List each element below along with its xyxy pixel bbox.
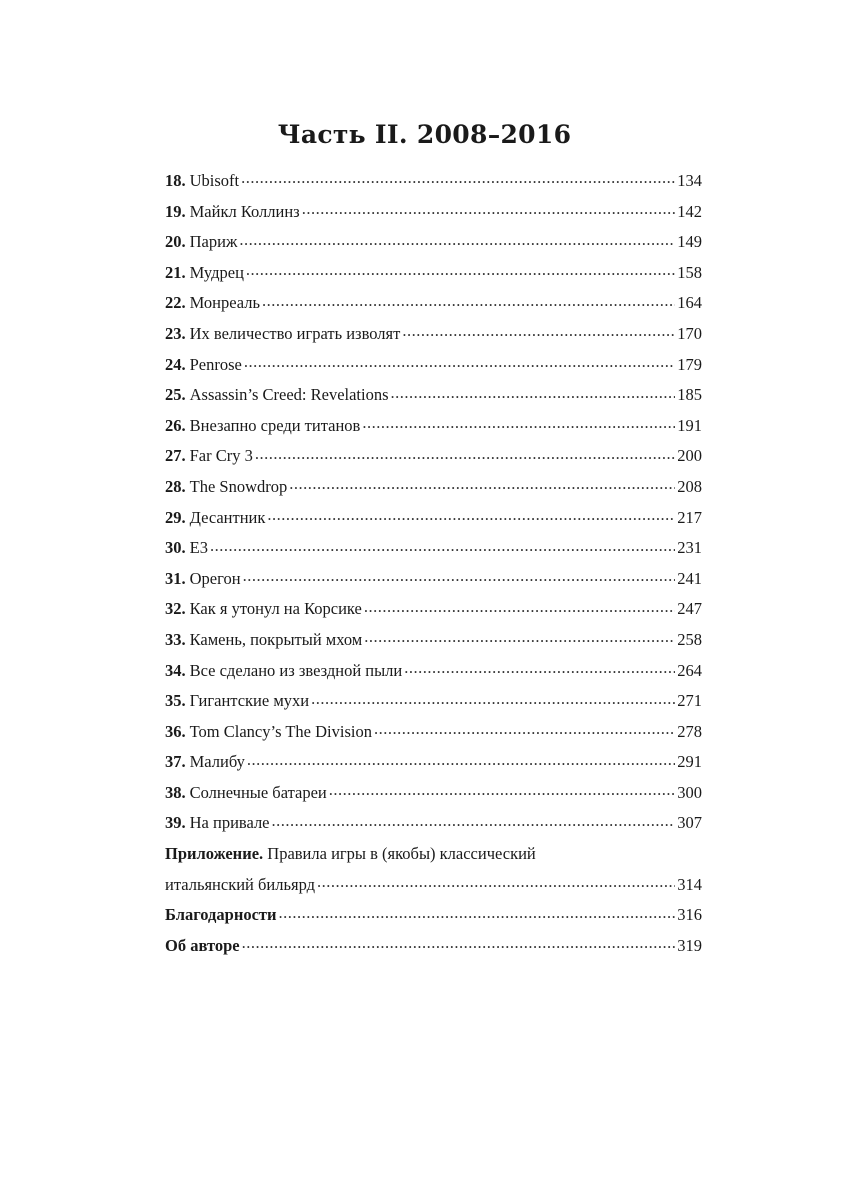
page-number: 271 <box>677 691 702 711</box>
chapter-number: 27. <box>165 446 186 466</box>
page-number: 278 <box>677 721 702 741</box>
page-number: 134 <box>677 171 702 190</box>
toc-entry <box>165 594 702 625</box>
appendix-entry-line1 <box>165 839 702 870</box>
chapter-number: 39. <box>165 813 186 833</box>
dot-leader <box>329 782 676 798</box>
chapter-title: Их величество играть изволят <box>189 323 401 343</box>
chapter-number: 18. <box>165 171 186 190</box>
chapter-number: 32. <box>165 599 186 619</box>
chapter-title: Мудрец <box>189 262 244 282</box>
dot-leader <box>302 201 676 217</box>
dot-leader <box>246 262 675 278</box>
dot-leader <box>247 751 675 767</box>
toc-entry <box>165 411 702 442</box>
dot-leader <box>244 354 675 370</box>
chapter-number: 34. <box>165 660 186 680</box>
chapter-title: Орегон <box>189 568 241 588</box>
chapter-number: 37. <box>165 752 186 772</box>
appendix-label: Приложение. <box>165 844 264 864</box>
toc-entry <box>165 258 702 289</box>
chapter-number: 26. <box>165 415 186 435</box>
page-number: 264 <box>677 660 702 680</box>
dot-leader <box>272 812 676 828</box>
page-number: 247 <box>677 599 702 619</box>
chapter-number: 25. <box>165 385 186 405</box>
chapter-title: Гигантские мухи <box>189 691 310 711</box>
page-number: 200 <box>677 446 702 466</box>
page-number: 241 <box>677 568 702 588</box>
dot-leader <box>404 660 675 676</box>
dot-leader <box>391 384 676 400</box>
dot-leader <box>255 445 675 461</box>
chapter-title: Монреаль <box>189 293 260 313</box>
chapter-title: Малибу <box>189 752 245 772</box>
acknowledgements-title: Благодарности <box>165 905 277 925</box>
toc-entry <box>165 747 702 778</box>
chapter-title: Солнечные батареи <box>189 782 327 802</box>
chapter-number: 38. <box>165 782 186 802</box>
dot-leader <box>317 874 675 890</box>
page-number: 258 <box>677 629 702 649</box>
page-number: 179 <box>677 354 702 374</box>
toc-entry-about-author <box>165 931 702 962</box>
chapter-number: 28. <box>165 476 186 496</box>
toc-entry <box>165 441 702 472</box>
toc-entry <box>165 778 702 809</box>
page-number: 170 <box>677 323 702 343</box>
chapter-title: Все сделано из звездной пыли <box>189 660 403 680</box>
appendix-entry-line2 <box>165 870 702 901</box>
chapter-number: 20. <box>165 232 186 252</box>
dot-leader <box>262 292 675 308</box>
page-number: 142 <box>677 201 702 221</box>
chapter-title: E3 <box>189 538 208 558</box>
chapter-title: The Snowdrop <box>189 476 288 496</box>
toc-entry <box>165 350 702 381</box>
toc-entry <box>165 686 702 717</box>
appendix-title-line2: итальянский бильярд <box>165 874 316 894</box>
toc-entry <box>165 197 702 228</box>
page-number: 149 <box>677 232 702 252</box>
chapter-number: 31. <box>165 568 186 588</box>
page-number: 185 <box>677 385 702 405</box>
dot-leader <box>210 537 675 553</box>
toc-entry-acknowledgements <box>165 900 702 931</box>
chapter-title: Внезапно среди титанов <box>189 415 361 435</box>
page-number: 208 <box>677 476 702 496</box>
toc-entry <box>165 533 702 564</box>
chapter-title: Париж <box>189 232 238 252</box>
toc-entry <box>165 564 702 595</box>
chapter-number: 22. <box>165 293 186 313</box>
toc-entry <box>165 288 702 319</box>
page-number: 191 <box>677 415 702 435</box>
chapter-title: Penrose <box>189 354 242 374</box>
chapter-title: На привале <box>189 813 270 833</box>
chapter-title: Как я утонул на Корсике <box>189 599 362 619</box>
toc-entry <box>165 656 702 687</box>
page-number: 314 <box>677 874 702 894</box>
page-number: 300 <box>677 782 702 802</box>
dot-leader <box>364 629 675 645</box>
chapter-title: Tom Clancy’s The Division <box>189 721 372 741</box>
toc-entry <box>165 808 702 839</box>
chapter-title: Камень, покрытый мхом <box>189 629 363 649</box>
chapter-title: Десантник <box>189 507 266 527</box>
part-title: Часть II. 2008–2016 <box>277 120 572 149</box>
chapter-number: 33. <box>165 629 186 649</box>
chapter-number: 23. <box>165 323 186 343</box>
page-number: 164 <box>677 293 702 313</box>
dot-leader <box>243 568 676 584</box>
page-number: 316 <box>677 905 702 925</box>
dot-leader <box>289 476 675 492</box>
chapter-title: Far Cry 3 <box>189 446 253 466</box>
dot-leader <box>374 721 675 737</box>
chapter-number: 29. <box>165 507 186 527</box>
toc-entry <box>165 717 702 748</box>
toc-entry <box>165 166 702 197</box>
dot-leader <box>267 507 675 523</box>
chapter-number: 24. <box>165 354 186 374</box>
toc-entry <box>165 472 702 503</box>
toc-entry <box>165 380 702 411</box>
page-number: 319 <box>677 935 702 955</box>
dot-leader <box>241 170 675 186</box>
chapter-title: Майкл Коллинз <box>189 201 300 221</box>
chapter-number: 30. <box>165 538 186 558</box>
dot-leader <box>402 323 675 339</box>
dot-leader <box>311 690 675 706</box>
chapter-title: Ubisoft <box>189 171 240 190</box>
table-of-contents <box>165 166 702 961</box>
chapter-number: 35. <box>165 691 186 711</box>
dot-leader <box>239 231 675 247</box>
page-number: 158 <box>677 262 702 282</box>
toc-entry <box>165 319 702 350</box>
page-number: 231 <box>677 538 702 558</box>
dot-leader <box>279 904 676 920</box>
chapter-number: 19. <box>165 201 186 221</box>
appendix-title-line1: Правила игры в (якобы) классический <box>267 844 536 864</box>
chapter-title: Assassin’s Creed: Revelations <box>189 385 389 405</box>
page-number: 307 <box>677 813 702 833</box>
page-number: 291 <box>677 752 702 772</box>
toc-entry <box>165 227 702 258</box>
dot-leader <box>362 415 675 431</box>
toc-entry <box>165 503 702 534</box>
chapter-number: 21. <box>165 262 186 282</box>
chapter-number: 36. <box>165 721 186 741</box>
dot-leader <box>242 935 676 951</box>
page-number: 217 <box>677 507 702 527</box>
toc-entry <box>165 625 702 656</box>
about-author-title: Об авторе <box>165 935 240 955</box>
dot-leader <box>364 598 675 614</box>
